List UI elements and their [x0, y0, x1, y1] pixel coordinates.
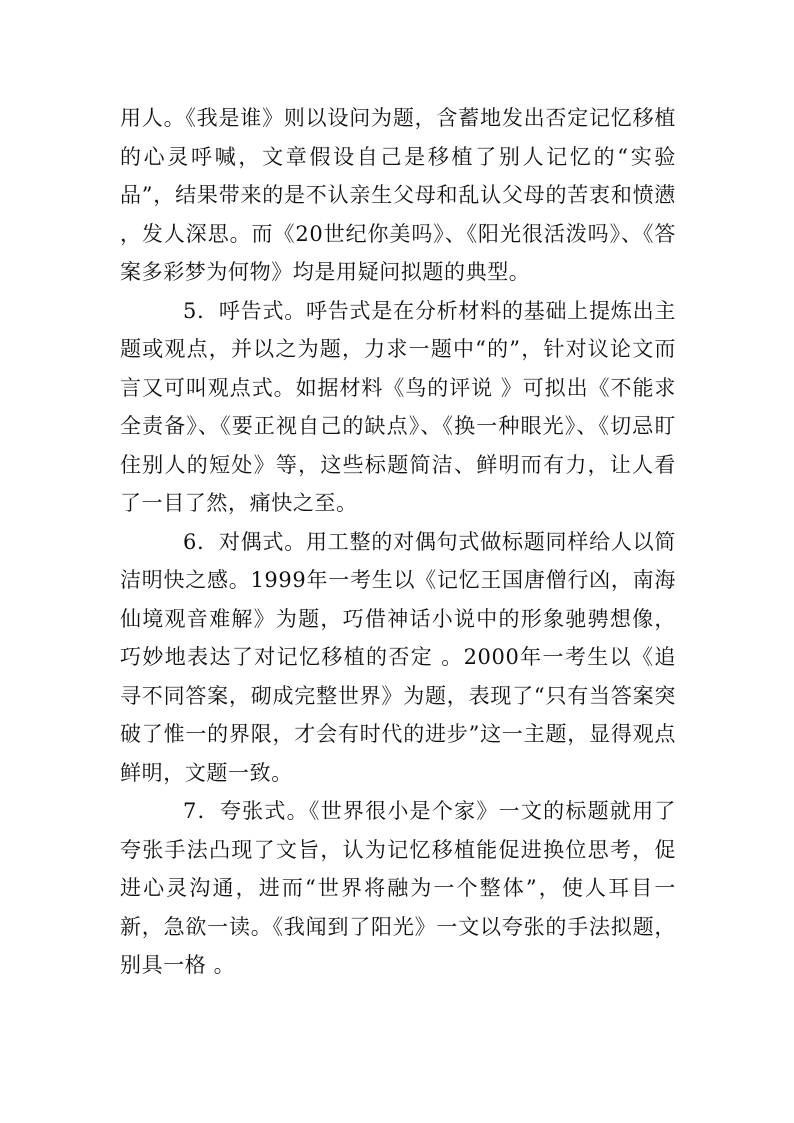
paragraph-questioning-titles: 用人。《我是谁》则以设问为题，含蓄地发出否定记忆移植的心灵呼喊，文章假设自己是移植了别人记忆的“实验品”，结果带来的是不认亲生父母和乱认父母的苦衷和愤懑 ，发人深思。而《20世纪你美吗》、《阳光很活泼吗》、《答案多彩梦为何物》均是用疑问拟题的典型。 [120, 106, 676, 284]
paragraph-exaggeration-style: 7．夸张式。《世界很小是个家》一文的标题就用了夸张手法凸现了文旨，认为记忆移植能促进换位思考，促进心灵沟通，进而“世界将融为一个整体”，使人耳目一新，急欲一读。《我闻到了阳光》一文以夸张的手法拟题，别具一格 。 [120, 799, 676, 977]
paragraph-appeal-style: 5．呼告式。呼告式是在分析材料的基础上提炼出主题或观点，并以之为题，力求一题中“的”，针对议论文而言又可叫观点式。如据材料《鸟的评说 》可拟出《不能求全责备》、《要正视自己的缺点》、《换一种眼光》、《切忌盯住别人的短处》等，这些标题简洁、鲜明而有力，让人看了一目了然，痛快之至。 [120, 298, 676, 515]
paragraph-antithesis-style: 6．对偶式。用工整的对偶句式做标题同样给人以简洁明快之感。1999年一考生以《记忆王国唐僧行凶，南海仙境观音难解》为题，巧借神话小说中的形象驰骋想像，巧妙地表达了对记忆移植的否定 。2000年一考生以《追寻不同答案，砌成完整世界》为题，表现了“只有当答案突破了惟一的界限，才会有时代的进步”这一主题，显得观点鲜明，文题一致。 [120, 529, 676, 785]
body-text [120, 99, 676, 985]
